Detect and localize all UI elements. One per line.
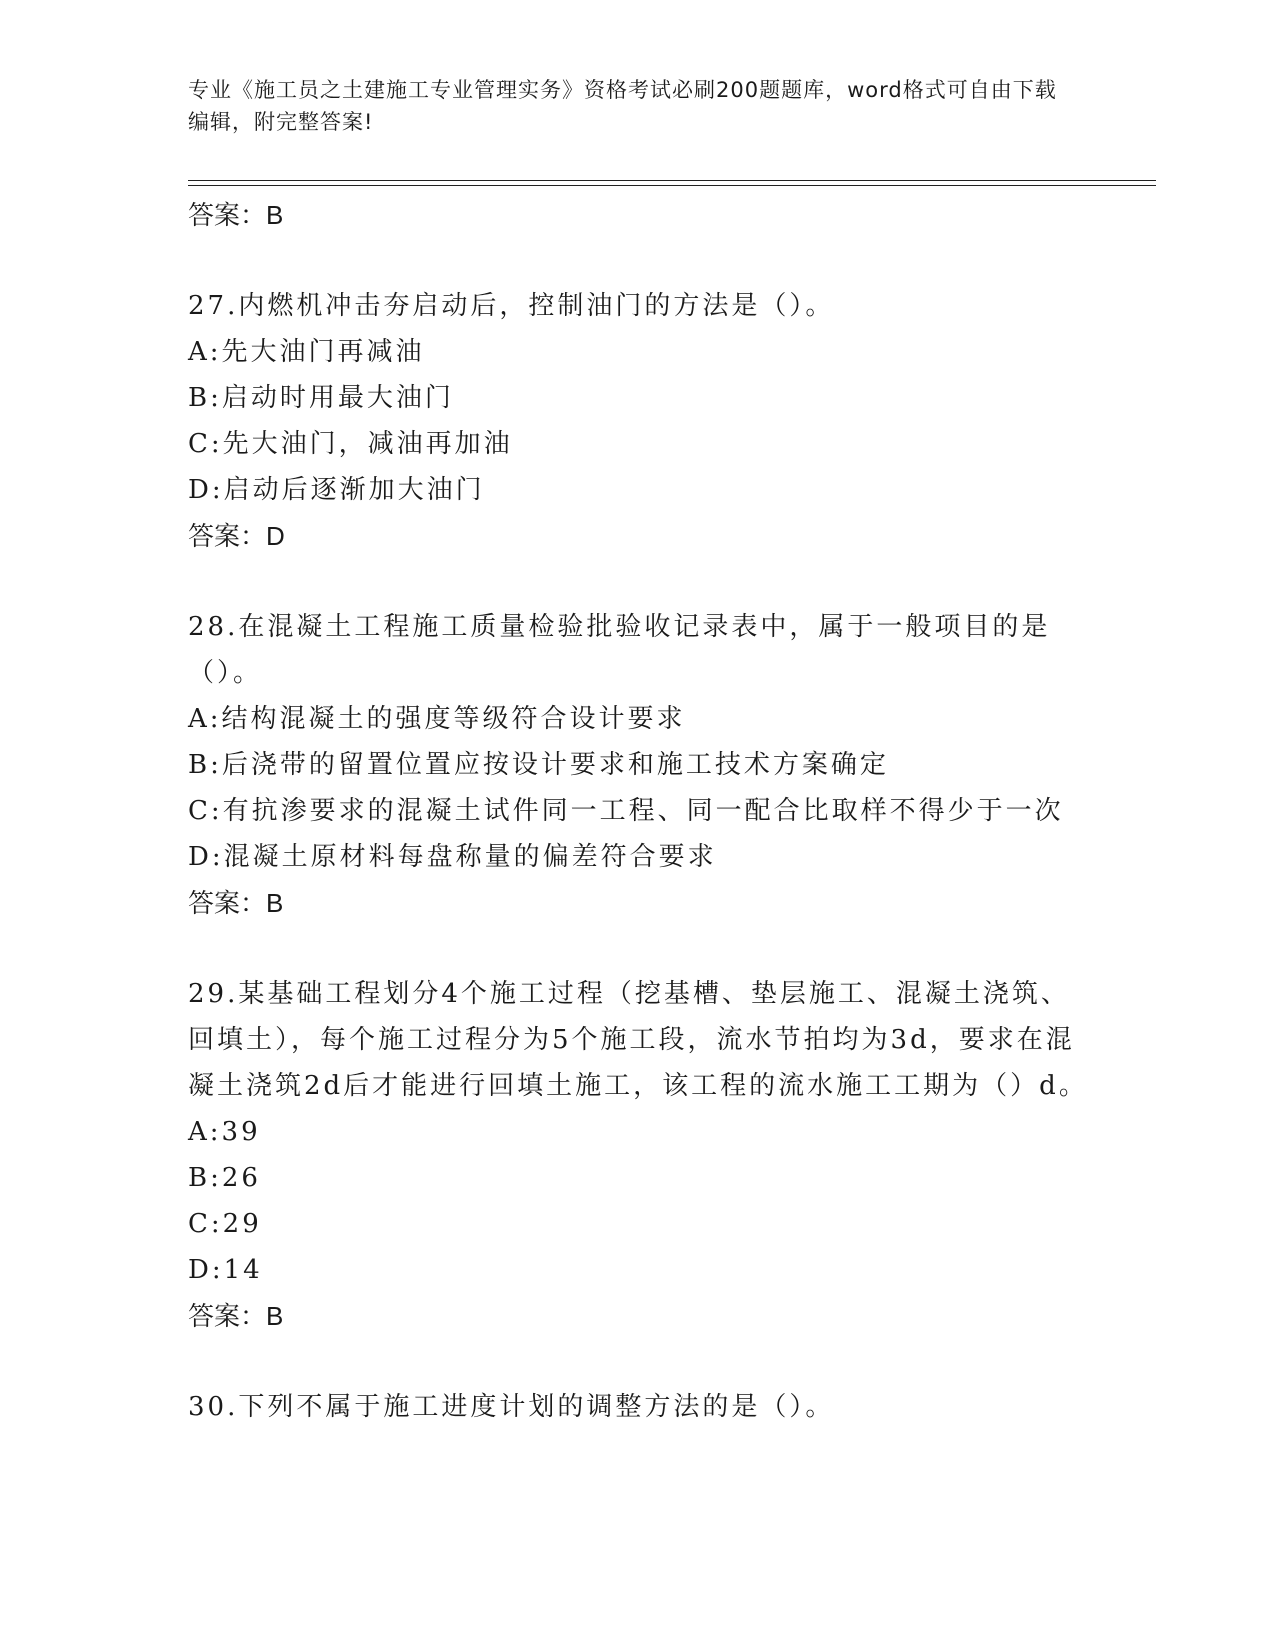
question-29 (188, 971, 1088, 1339)
question-list (188, 192, 1088, 1430)
answer-line: 答案：B (188, 888, 284, 918)
option-d: D:14 (188, 1255, 263, 1285)
header-divider-bottom (188, 185, 1156, 186)
option-d: D:启动后逐渐加大油门 (188, 475, 485, 505)
option-c: C:有抗渗要求的混凝土试件同一工程、同一配合比取样不得少于一次 (188, 796, 1064, 826)
question-30 (188, 1384, 1088, 1430)
question-text: 27.内燃机冲击夯启动后，控制油门的方法是（）。 (188, 291, 835, 321)
option-b: B:后浇带的留置位置应按设计要求和施工技术方案确定 (188, 750, 889, 780)
header-divider-top (188, 180, 1156, 181)
option-c: C:29 (188, 1209, 262, 1239)
option-a: A:先大油门再减油 (188, 337, 425, 367)
question-text: 28.在混凝土工程施工质量检验批验收记录表中，属于一般项目的是（）。 (188, 612, 1051, 688)
option-d: D:混凝土原材料每盘称量的偏差符合要求 (188, 842, 717, 872)
question-text: 29.某基础工程划分4个施工过程（挖基槽、垫层施工、混凝土浇筑、回填土），每个施工过程分为5个施工段，流水节拍均为3d，要求在混凝土浇筑2d后才能进行回填土施工，该工程的流水施工工期为（）d。 (188, 979, 1088, 1101)
answer-line: 答案：B (188, 1301, 284, 1331)
option-a: A:39 (188, 1117, 261, 1147)
option-b: B:启动时用最大油门 (188, 383, 454, 413)
answer-line: 答案：B (188, 200, 284, 230)
question-28 (188, 604, 1088, 926)
option-c: C:先大油门，减油再加油 (188, 429, 513, 459)
question-text: 30.下列不属于施工进度计划的调整方法的是（）。 (188, 1392, 835, 1422)
option-a: A:结构混凝土的强度等级符合设计要求 (188, 704, 686, 734)
answer-line: 答案：D (188, 521, 285, 551)
page-header: 专业《施工员之土建施工专业管理实务》资格考试必刷200题题库，word格式可自由下载编辑，附完整答案! (188, 78, 1057, 134)
question-27 (188, 283, 1088, 559)
option-b: B:26 (188, 1163, 261, 1193)
